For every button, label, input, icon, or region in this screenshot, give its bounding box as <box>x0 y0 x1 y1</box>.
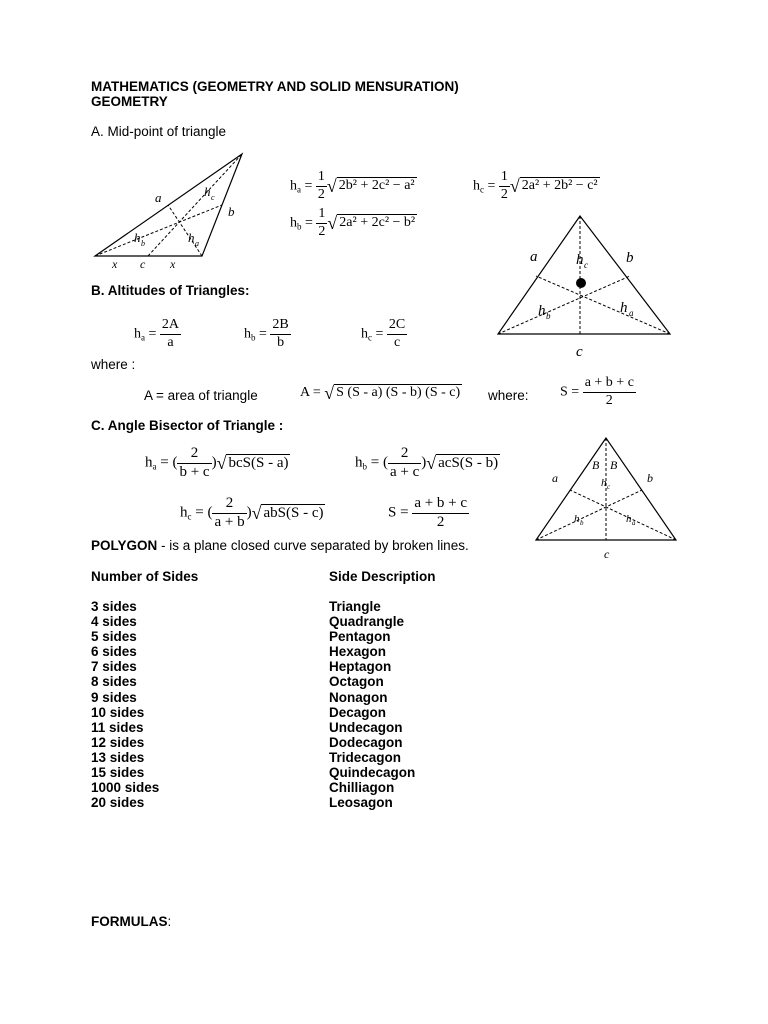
formula-bisector-hb: $h_b$ = ( $\frac{2}{a + c}$ )√ acS(S - b) <box>355 445 499 480</box>
altitudes-triangle-figure <box>490 210 680 360</box>
row-description: Dodecagon <box>329 734 403 750</box>
document-title: MATHEMATICS (GEOMETRY AND SOLID MENSURATION) <box>91 79 459 94</box>
table-row <box>91 659 511 674</box>
row-sides: 1000 sides <box>91 780 160 796</box>
row-description: Tridecagon <box>329 749 402 765</box>
row-description: Heptagon <box>329 659 392 675</box>
fig-c-label-a: a <box>552 471 558 485</box>
formula-midpoint-hb: $h_b$ = $\frac{1}{2}$ √ 2a² + 2c² − b² <box>290 206 416 239</box>
fig-c-label-B1: B <box>592 458 600 472</box>
fig-a-label-c: c <box>140 257 146 271</box>
area-definition: A = area of triangle <box>144 388 258 403</box>
fig-a-label-b: b <box>228 204 235 219</box>
svg-text:a: a <box>195 239 199 248</box>
fig-a-label-hb: h <box>134 230 141 245</box>
row-sides: 10 sides <box>91 704 145 720</box>
fig-c-label-c: c <box>604 547 610 561</box>
midpoint-triangle-figure <box>90 150 250 275</box>
row-description: Decagon <box>329 704 387 720</box>
formula-heron-area: A = √ S (S - a) (S - b) (S - c) <box>300 383 461 403</box>
formula-semiperimeter-1: S = $\frac{a + b + c}{2}$ <box>560 375 634 408</box>
polygon-term: POLYGON <box>91 538 158 553</box>
svg-text:c: c <box>607 483 611 491</box>
svg-text:a: a <box>632 519 636 527</box>
fig-b-label-hb: h <box>538 303 546 319</box>
row-sides: 8 sides <box>91 674 137 690</box>
fig-a-label-x1: x <box>112 257 118 271</box>
table-row <box>91 599 511 614</box>
column-header-sides: Number of Sides <box>91 569 199 584</box>
formula-altitude-hb: $h_b$ = $\frac{2B}{b}$ <box>244 317 289 350</box>
row-description: Hexagon <box>329 644 387 660</box>
row-description: Undecagon <box>329 719 403 735</box>
fig-b-label-a: a <box>530 249 538 265</box>
polygon-definition: POLYGON - is a plane closed curve separated by broken lines. <box>91 538 469 553</box>
table-row <box>91 780 511 795</box>
fig-b-label-ha: h <box>620 300 628 316</box>
row-sides: 12 sides <box>91 734 145 750</box>
row-sides: 7 sides <box>91 659 137 675</box>
svg-text:b: b <box>580 519 584 527</box>
formula-bisector-ha: $h_a$ = ( $\frac{2}{b + c}$ )√ bcS(S - a) <box>145 445 289 480</box>
document-subtitle: GEOMETRY <box>91 94 168 109</box>
formula-semiperimeter-2: S = $\frac{a + b + c}{2}$ <box>388 495 468 530</box>
row-sides: 13 sides <box>91 749 145 765</box>
section-a-heading: A. Mid-point of triangle <box>91 124 227 139</box>
table-row <box>91 720 511 735</box>
table-row <box>91 705 511 720</box>
row-description: Quindecagon <box>329 765 416 781</box>
svg-text:c: c <box>584 260 588 270</box>
section-b-heading: B. Altitudes of Triangles: <box>91 283 250 298</box>
fig-a-label-hc: h <box>204 184 211 199</box>
table-row <box>91 765 511 780</box>
column-header-description: Side Description <box>329 569 436 584</box>
table-row <box>91 614 511 629</box>
fig-c-label-b: b <box>647 471 653 485</box>
fig-a-label-a: a <box>155 190 162 205</box>
row-sides: 9 sides <box>91 689 137 705</box>
table-row <box>91 690 511 705</box>
table-row <box>91 750 511 765</box>
fig-b-label-hc: h <box>576 252 584 268</box>
formula-bisector-hc: $h_c$ = ( $\frac{2}{a + b}$ )√ abS(S - c) <box>180 495 324 530</box>
fig-c-label-B2: B <box>610 458 618 472</box>
table-row <box>91 629 511 644</box>
svg-text:a: a <box>629 308 634 318</box>
svg-text:b: b <box>141 239 145 248</box>
where-label-1: where : <box>91 357 136 372</box>
row-description: Triangle <box>329 599 381 614</box>
fig-c-label-ha: h <box>626 513 632 525</box>
bisector-triangle-figure <box>530 434 680 564</box>
formula-midpoint-ha: $h_a$ = $\frac{1}{2}$ √ 2b² + 2c² − a² <box>290 169 415 202</box>
table-row <box>91 795 511 810</box>
row-description: Nonagon <box>329 689 388 705</box>
row-description: Leosagon <box>329 795 393 811</box>
fig-a-label-ha: h <box>188 230 195 245</box>
row-sides: 3 sides <box>91 599 137 614</box>
svg-text:b: b <box>546 311 551 321</box>
row-description: Quadrangle <box>329 614 405 630</box>
fig-c-label-hb: h <box>574 513 580 525</box>
fig-a-label-x2: x <box>170 257 176 271</box>
fig-b-label-c: c <box>576 344 583 360</box>
formulas-heading: FORMULAS: <box>91 914 172 929</box>
row-sides: 6 sides <box>91 644 137 660</box>
row-sides: 15 sides <box>91 765 145 781</box>
table-row <box>91 735 511 750</box>
formula-altitude-ha: $h_a$ = $\frac{2A}{a}$ <box>134 317 180 350</box>
table-row <box>91 644 511 659</box>
row-sides: 11 sides <box>91 719 144 735</box>
formula-midpoint-hc: $h_c$ = $\frac{1}{2}$ √ 2a² + 2b² − c² <box>473 169 598 202</box>
fig-c-label-hc: h <box>601 477 607 489</box>
table-row <box>91 674 511 689</box>
svg-text:c: c <box>211 193 215 202</box>
row-description: Octagon <box>329 674 384 690</box>
row-sides: 4 sides <box>91 614 137 630</box>
row-sides: 5 sides <box>91 629 137 645</box>
row-description: Pentagon <box>329 629 391 645</box>
polygon-table <box>91 599 511 810</box>
row-description: Chilliagon <box>329 780 395 796</box>
formula-altitude-hc: $h_c$ = $\frac{2C}{c}$ <box>361 317 406 350</box>
where-label-2: where: <box>488 388 529 403</box>
fig-b-label-b: b <box>626 250 634 266</box>
section-c-heading: C. Angle Bisector of Triangle : <box>91 418 284 433</box>
row-sides: 20 sides <box>91 795 145 811</box>
